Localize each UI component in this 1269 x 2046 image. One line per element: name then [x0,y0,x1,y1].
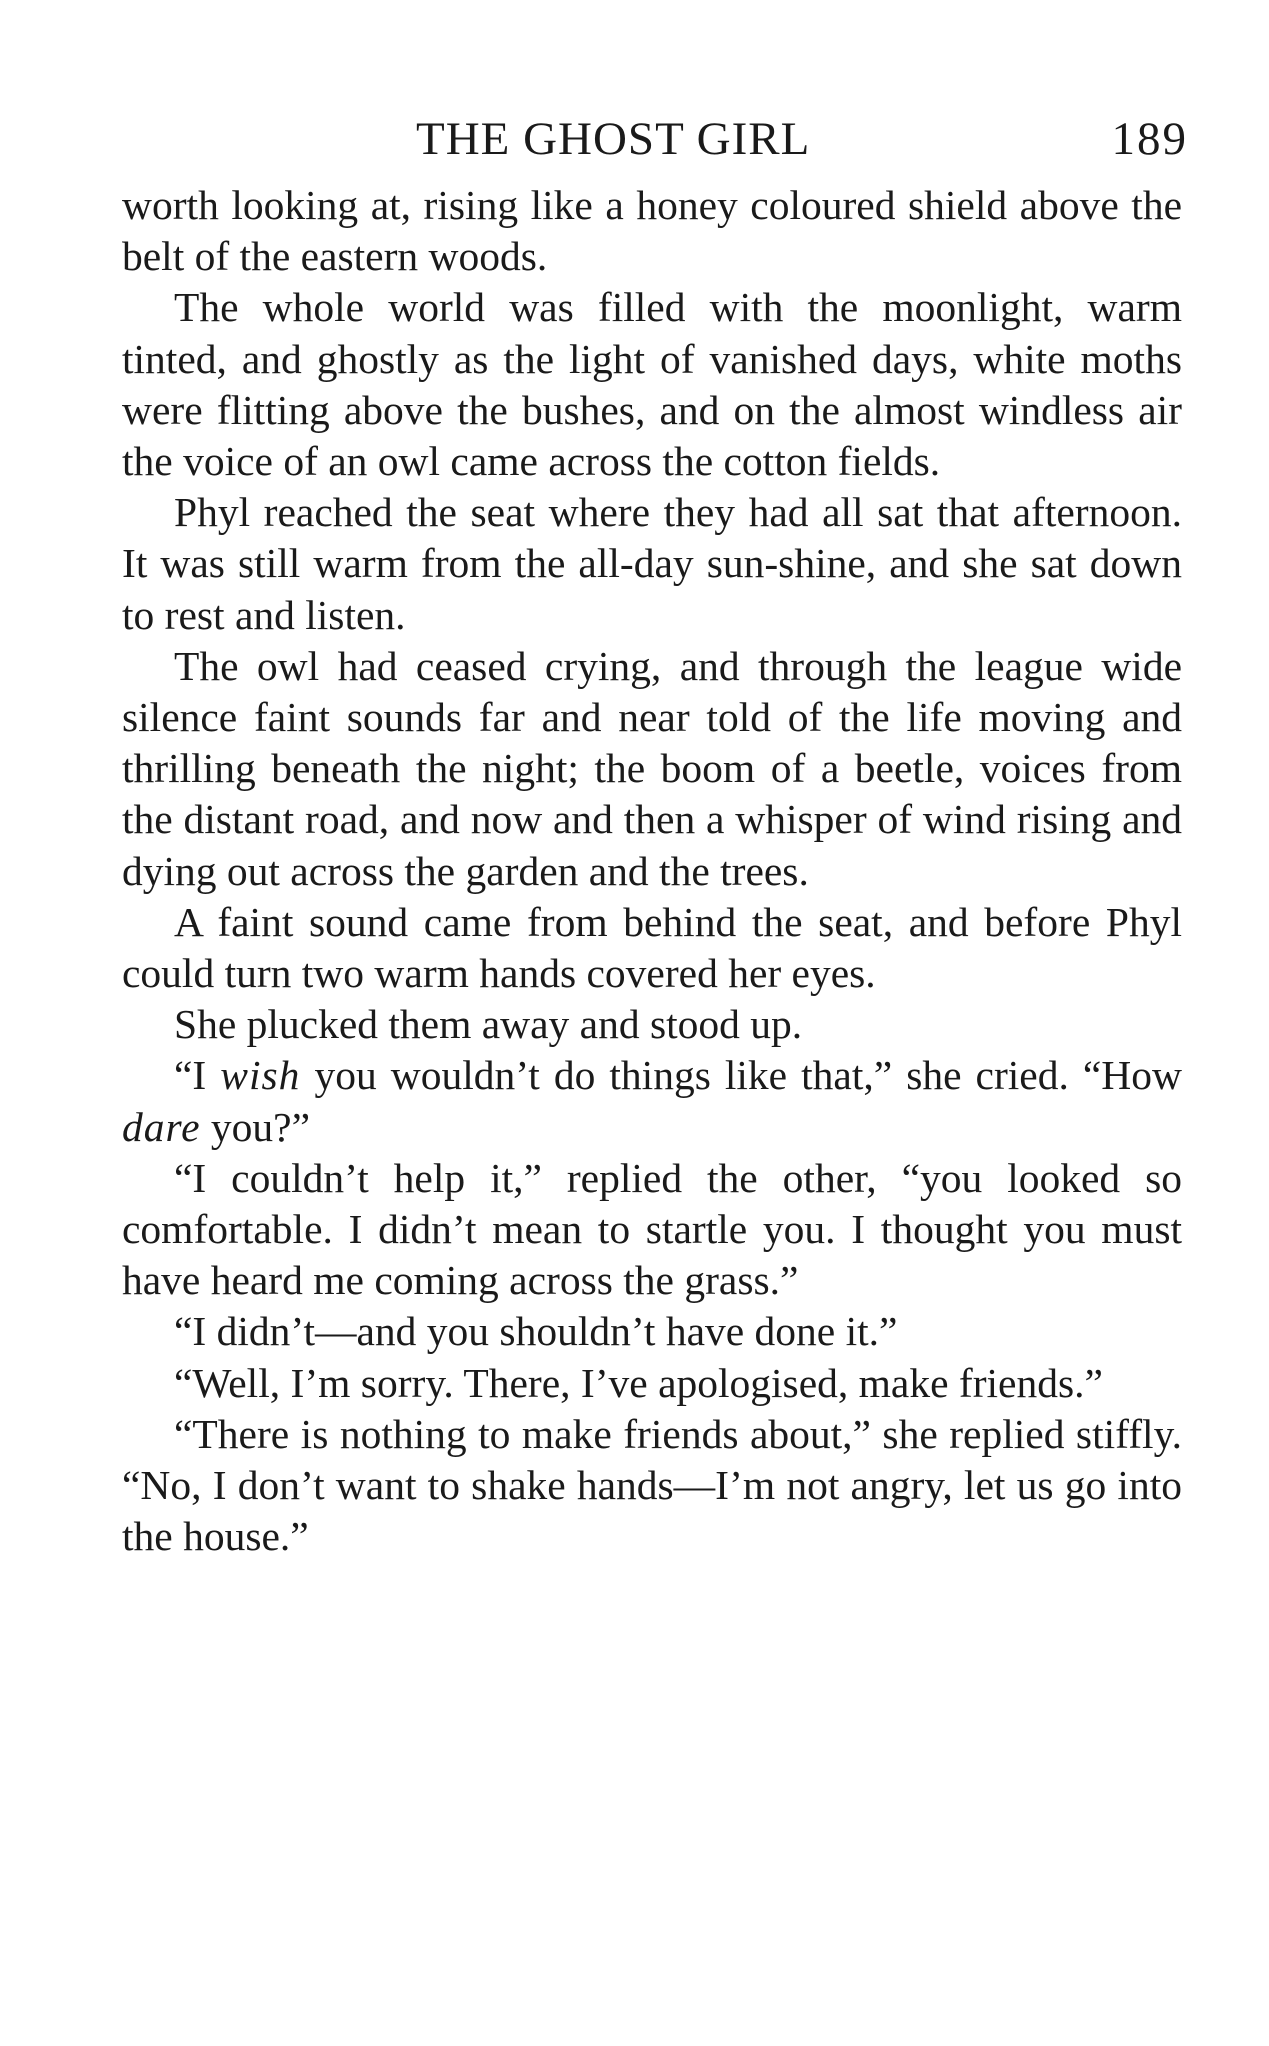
book-page [122,112,1188,1562]
paragraph: A faint sound came from behind the seat, and before Phyl could turn two warm hands covered her eyes. [122,898,1182,997]
page-number: 189 [1111,113,1188,165]
paragraph: The owl had ceased crying, and through the league wide silence faint sounds far and near told of the life moving and thrilling beneath the night; the boom of a beetle, voices from the distant road, and now and then a whisper of wind rising and dying out across the garden and the trees. [122,642,1182,894]
text-run: you?” [200,1103,310,1150]
text-run: “I [174,1052,221,1099]
paragraph-dialogue [122,1050,1182,1152]
paragraph: “I couldn’t help it,” replied the other, “you looked so comfortable. I didn’t mean to startle you. I thought you must have heard me coming across the grass.” [122,1154,1182,1304]
italic-emphasis: dare [122,1103,201,1150]
paragraph: She plucked them away and stood up. [174,1001,803,1048]
paragraph: “I didn’t—and you shouldn’t have done it.” [174,1308,898,1355]
paragraph: The whole world was filled with the moonlight, warm tinted, and ghostly as the light of vanished days, white moths were flitting above the bushes, and on the almost windless air the voice of an owl came across the cotton fields. [122,284,1182,485]
italic-emphasis: wish [220,1052,301,1099]
text-run: you wouldn’t do things like that,” she cried. “How [300,1052,1182,1099]
paragraph: worth looking at, rising like a honey coloured shield above the belt of the eastern woods. [122,182,1182,280]
paragraph: Phyl reached the seat where they had all sat that afternoon. It was still warm from the all-day sun-shine, and she sat down to rest and listen. [122,489,1182,638]
paragraph: “Well, I’m sorry. There, I’ve apologised, make friends.” [174,1359,1103,1406]
running-title: THE GHOST GIRL [416,113,811,165]
running-head [122,112,1188,178]
body-text [122,180,1182,1562]
paragraph: “There is nothing to make friends about,” she replied stiffly. “No, I don’t want to shake hands—I’m not angry, let us go into the house.” [122,1410,1182,1560]
